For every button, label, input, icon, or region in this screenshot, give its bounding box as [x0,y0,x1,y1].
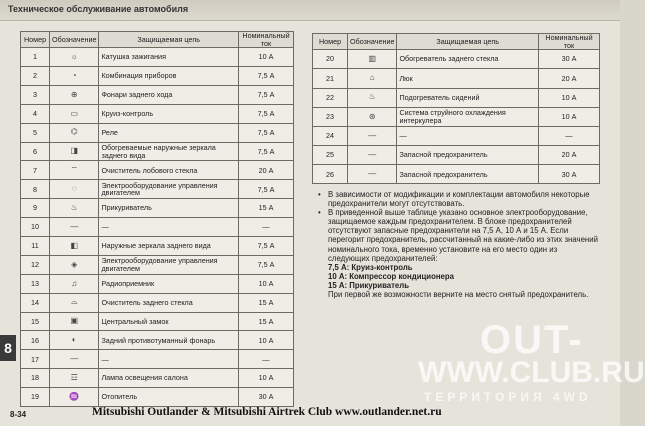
table-row [21,274,294,293]
note-list-item: 10 А: Компрессор кондиционера [328,271,454,281]
fuse-symbol-icon: ♨ [50,199,99,218]
table-row [313,107,600,126]
table-row [21,312,294,331]
fuse-circuit: Центральный замок [99,312,239,331]
fuse-number: 20 [313,50,348,69]
table-row [21,123,294,142]
table-row [21,104,294,123]
fuse-symbol-icon: ◈ [50,255,99,274]
fuse-rating: 7,5 А [239,85,294,104]
fuse-table-left [20,31,294,407]
table-row [21,331,294,350]
fuse-rating: — [539,126,600,145]
fuse-number: 8 [21,180,50,199]
fuse-rating: 7,5 А [239,104,294,123]
fuse-circuit: — [397,126,539,145]
fuse-rating: 7,5 А [239,237,294,256]
fuse-circuit: Очиститель заднего стекла [99,293,239,312]
fuse-circuit: Прикуриватель [99,199,239,218]
watermark-line-1: OUT- [480,318,584,362]
note-text: В зависимости от модификации и комплектации автомобиля некоторые предохранители могут отсутствовать. [328,190,590,209]
fuse-rating: — [239,350,294,369]
fuse-number: 12 [21,255,50,274]
fuse-number: 14 [21,293,50,312]
fuse-number: 22 [313,88,348,107]
table-row [313,88,600,107]
note-text: При первой же возможности верните на место снятый предохранитель. [328,290,589,300]
watermark-line-3: ТЕРРИТОРИЯ 4WD [424,390,592,404]
col-num-header: Номер [21,32,50,48]
notes-block [318,190,600,299]
fuse-number: 4 [21,104,50,123]
fuse-circuit: Фонари заднего хода [99,85,239,104]
fuse-rating: 7,5 А [239,123,294,142]
table-row [21,388,294,407]
fuse-circuit: Круиз-контроль [99,104,239,123]
fuse-symbol-icon: ⌓ [50,293,99,312]
fuse-rating: 7,5 А [239,255,294,274]
note-1 [318,190,600,208]
fuse-circuit: Система струйного охлаждения интеркулера [397,107,539,126]
fuse-rating: 7,5 А [239,180,294,199]
fuse-number: 18 [21,369,50,388]
fuse-rating: — [239,218,294,237]
fuse-symbol-icon: — [348,126,397,145]
table-row [21,369,294,388]
fuse-symbol-icon: ▭ [50,104,99,123]
chapter-tab: 8 [0,335,16,361]
fuse-number: 23 [313,107,348,126]
fuse-circuit: Электрооборудование управления двигателем [99,255,239,274]
fuse-number: 15 [21,312,50,331]
fuse-number: 3 [21,85,50,104]
col-amp-header: Номинальный ток [539,34,600,50]
fuse-circuit: Запасной предохранитель [397,146,539,165]
table-row [21,85,294,104]
fuse-circuit: Катушка зажигания [99,48,239,67]
fuse-symbol-icon: — [50,218,99,237]
fuse-symbol-icon: ◐ [50,331,99,350]
fuse-symbol-icon: — [348,146,397,165]
col-sym-header: Обозначение [348,34,397,50]
fuse-circuit: Реле [99,123,239,142]
fuse-symbol-icon: — [348,165,397,184]
fuse-number: 21 [313,69,348,88]
col-num-header: Номер [313,34,348,50]
fuse-symbol-icon: ♨ [348,88,397,107]
fuse-rating: 30 А [539,165,600,184]
fuse-rating: 10 А [239,274,294,293]
fuse-circuit: Обогреваемые наружные зеркала заднего вида [99,142,239,161]
fuse-symbol-icon: — [50,350,99,369]
page-number: 8-34 [10,410,27,419]
fuse-symbol-icon: ☼ [50,48,99,67]
table-row [21,67,294,86]
table-row [21,237,294,256]
table-row [313,146,600,165]
fuse-rating: 15 А [239,293,294,312]
fuse-number: 2 [21,67,50,86]
fuse-rating: 10 А [539,88,600,107]
bullet-icon: • [318,190,321,199]
fuse-number: 25 [313,146,348,165]
fuse-symbol-icon: ♒ [50,388,99,407]
fuse-circuit: — [99,218,239,237]
fuse-circuit: Лампа освещения салона [99,369,239,388]
note-text: В приведенной выше таблице указано основное электрооборудование, защищаемое каждым предохранителем. В блоке предохранителей отсутствуют запасные предохранители на 7,5 А, 10 А и 15 А. Если перегорит предохранитель, рассчитанный на какие-либо из этих значений номинального тока, временно установите на его место один из следующих предохранителей: [328,208,598,263]
footer-text: Mitsubishi Outlander & Mitsubishi Airtrek Club www.outlander.net.ru [92,406,442,418]
fuse-circuit: Комбинация приборов [99,67,239,86]
fuse-number: 9 [21,199,50,218]
fuse-rating: 20 А [539,69,600,88]
table-row [313,126,600,145]
fuse-circuit: Подогреватель сидений [397,88,539,107]
fuse-number: 24 [313,126,348,145]
table-row [313,50,600,69]
fuse-rating: 15 А [239,199,294,218]
table-row [21,218,294,237]
bullet-icon: • [318,208,321,218]
fuse-symbol-icon: ⌂ [348,69,397,88]
fuse-rating: 10 А [239,48,294,67]
fuse-symbol-icon: ⊕ [50,85,99,104]
fuse-circuit: Электрооборудование управления двигателем [99,180,239,199]
fuse-symbol-icon: ▣ [50,312,99,331]
watermark-line-2: WWW.CLUB.RU [418,356,645,389]
fuse-symbol-icon: ▥ [348,50,397,69]
note-2 [318,208,600,263]
fuse-circuit: Очиститель лобового стекла [99,161,239,180]
col-amp-header: Номинальный ток [239,32,294,48]
fuse-symbol-icon: ☲ [50,369,99,388]
fuse-number: 5 [21,123,50,142]
page-title: Техническое обслуживание автомобиля [8,4,189,14]
col-circuit-header: Защищаемая цепь [99,32,239,48]
col-circuit-header: Защищаемая цепь [397,34,539,50]
table-row [21,199,294,218]
note-list-item: 7,5 А: Круиз-контроль [328,262,413,272]
fuse-number: 11 [21,237,50,256]
table-header-row [313,34,600,50]
table-row [21,293,294,312]
fuse-number: 13 [21,274,50,293]
fuse-circuit: Наружные зеркала заднего вида [99,237,239,256]
fuse-number: 1 [21,48,50,67]
fuse-circuit: Отопитель [99,388,239,407]
fuse-number: 6 [21,142,50,161]
fuse-symbol-icon: ◧ [50,237,99,256]
page-header [0,0,620,21]
fuse-rating: 30 А [239,388,294,407]
fuse-rating: 15 А [239,312,294,331]
table-row [21,255,294,274]
note-list-item: 15 А: Прикуриватель [328,280,410,290]
fuse-rating: 7,5 А [239,142,294,161]
fuse-circuit: — [99,350,239,369]
fuse-symbol-icon: ◨ [50,142,99,161]
fuse-circuit: Обогреватель заднего стекла [397,50,539,69]
col-sym-header: Обозначение [50,32,99,48]
table-row [21,161,294,180]
fuse-symbol-icon: ⌬ [50,123,99,142]
fuse-rating: 30 А [539,50,600,69]
fuse-number: 10 [21,218,50,237]
fuse-rating: 10 А [239,331,294,350]
fuse-rating: 10 А [239,369,294,388]
fuse-number: 26 [313,165,348,184]
fuse-symbol-icon: ◔ [50,67,99,86]
fuse-table-right [312,33,600,184]
table-row [21,48,294,67]
fuse-number: 17 [21,350,50,369]
fuse-circuit: Радиоприемник [99,274,239,293]
fuse-circuit: Запасной предохранитель [397,165,539,184]
fuse-rating: 20 А [239,161,294,180]
fuse-symbol-icon: ⊛ [348,107,397,126]
fuse-circuit: Задний противотуманный фонарь [99,331,239,350]
fuse-symbol-icon: ◌ [50,180,99,199]
table-row [313,69,600,88]
fuse-number: 7 [21,161,50,180]
fuse-rating: 10 А [539,107,600,126]
table-header-row [21,32,294,48]
fuse-symbol-icon: ⌔ [50,161,99,180]
table-row [21,350,294,369]
table-row [313,165,600,184]
table-row [21,180,294,199]
fuse-number: 16 [21,331,50,350]
fuse-number: 19 [21,388,50,407]
fuse-rating: 7,5 А [239,67,294,86]
fuse-circuit: Люк [397,69,539,88]
fuse-symbol-icon: ♫ [50,274,99,293]
fuse-rating: 20 А [539,146,600,165]
table-row [21,142,294,161]
